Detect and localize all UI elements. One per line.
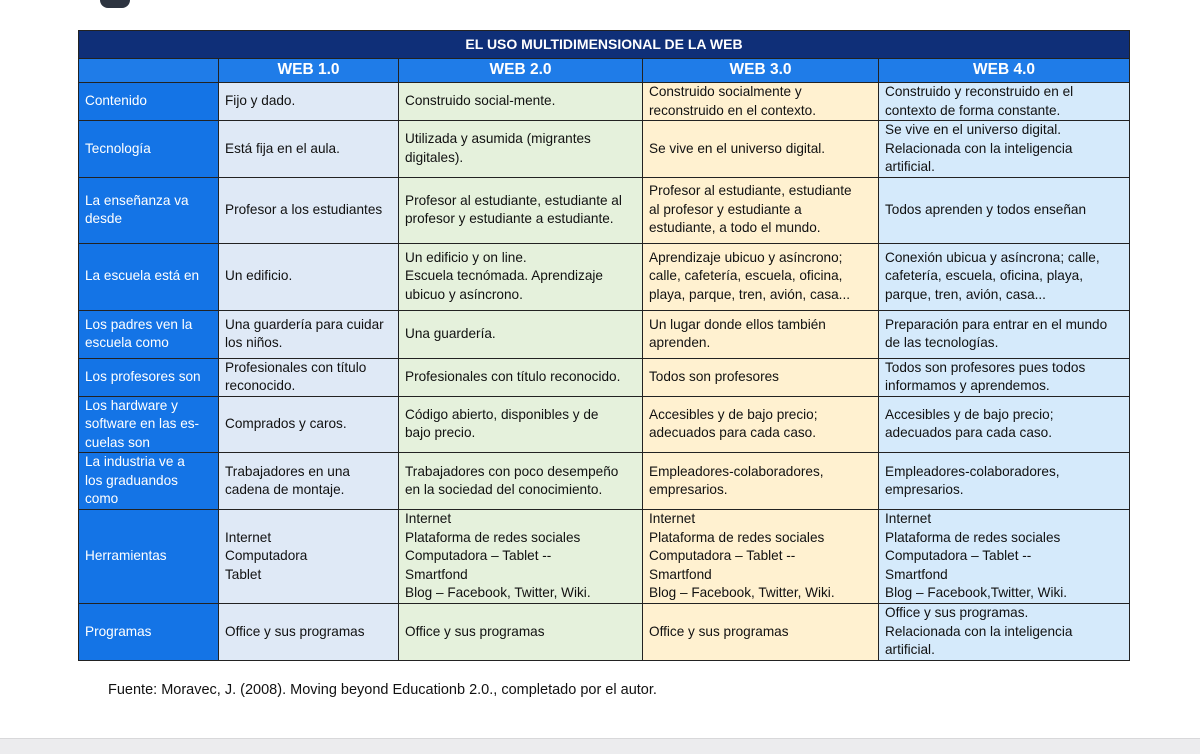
cell-line: Plataforma de redes sociales: [885, 529, 1061, 545]
cell-line: Todos son profesores pues todos: [885, 359, 1086, 375]
cell-line: Se vive en el universo digital.: [885, 122, 1062, 137]
cell-line: reconstruido en el contexto.: [649, 102, 817, 118]
table-title: EL USO MULTIDIMENSIONAL DE LA WEB: [79, 31, 1130, 59]
row-label-line: software en las es-: [85, 416, 200, 431]
cell-line: Código abierto, disponibles y de: [405, 406, 599, 422]
bottom-bar: [0, 738, 1200, 754]
cell-web-2: [399, 177, 643, 243]
cell-web-2: [399, 510, 643, 604]
header-web-3: WEB 3.0: [643, 59, 879, 83]
cell-web-1: [219, 243, 399, 310]
cell-line: Conexión ubicua y asíncrona; calle,: [885, 249, 1100, 265]
logo-fragment: [100, 0, 130, 8]
table-row: [79, 396, 1130, 453]
cell-web-4: [879, 396, 1130, 453]
cell-web-2: [399, 243, 643, 310]
cell-line: Un edificio y on line.: [405, 249, 527, 265]
cell-line: Empleadores-colaboradores,: [649, 463, 824, 479]
cell-line: Computadora – Tablet --: [405, 548, 552, 564]
cell-line: informamos y aprendemos.: [885, 378, 1050, 393]
cell-web-3: [643, 453, 879, 510]
cell-line: profesor y estudiante a estudiante.: [405, 211, 614, 226]
row-label-line: Programas: [85, 623, 152, 639]
cell-web-1: [219, 396, 399, 453]
cell-web-1: [219, 510, 399, 604]
cell-line: Plataforma de redes sociales: [649, 529, 825, 545]
row-label: [79, 358, 219, 396]
cell-line: Smartfond: [649, 566, 712, 582]
row-label: [79, 121, 219, 178]
table-row: [79, 121, 1130, 178]
cell-line: Fijo y dado.: [225, 93, 296, 109]
table-row: [79, 453, 1130, 510]
cell-line: Blog – Facebook, Twitter, Wiki.: [405, 585, 591, 601]
cell-line: Construido socialmente y: [649, 84, 802, 99]
row-label: [79, 243, 219, 310]
cell-line: Office y sus programas.: [885, 605, 1029, 621]
cell-web-4: [879, 243, 1130, 310]
web-comparison-table: [78, 30, 1130, 661]
cell-web-2: [399, 310, 643, 358]
cell-line: Una guardería.: [405, 325, 496, 341]
row-label-line: La escuela está en: [85, 268, 200, 284]
cell-line: playa, parque, tren, avión, casa...: [649, 286, 851, 302]
cell-line: Relacionada con la inteligencia: [885, 140, 1073, 156]
cell-line: Profesor al estudiante, estudiante al: [405, 192, 622, 208]
cell-line: Computadora – Tablet --: [885, 548, 1032, 564]
cell-line: Smartfond: [885, 566, 948, 582]
cell-web-2: [399, 453, 643, 510]
table-row: [79, 604, 1130, 661]
cell-web-3: [643, 396, 879, 453]
cell-web-1: [219, 358, 399, 396]
cell-line: Profesor al estudiante, estudiante: [649, 183, 852, 199]
cell-line: Todos aprenden y todos enseñan: [885, 201, 1087, 217]
cell-web-3: [643, 243, 879, 310]
cell-line: Un lugar donde ellos también: [649, 316, 826, 332]
cell-line: contexto de forma constante.: [885, 102, 1061, 118]
cell-line: artificial.: [885, 159, 935, 174]
row-label-line: escuela como: [85, 335, 169, 350]
cell-line: Construido y reconstruido en el: [885, 84, 1074, 99]
row-label-line: Herramientas: [85, 548, 167, 564]
header-empty: [79, 59, 219, 83]
table-row: [79, 510, 1130, 604]
row-label-line: como: [85, 491, 119, 507]
cell-line: los niños.: [225, 335, 283, 350]
cell-line: digitales).: [405, 149, 464, 165]
cell-line: Internet: [649, 511, 696, 527]
cell-line: Una guardería para cuidar: [225, 316, 384, 332]
cell-line: Smartfond: [405, 566, 468, 582]
cell-line: en la sociedad del conocimiento.: [405, 482, 603, 497]
cell-web-4: [879, 510, 1130, 604]
cell-line: Office y sus programas: [649, 623, 789, 639]
cell-line: Accesibles y de bajo precio;: [885, 406, 1054, 422]
cell-web-1: [219, 83, 399, 121]
cell-line: Comprados y caros.: [225, 416, 347, 431]
cell-web-4: [879, 310, 1130, 358]
cell-line: adecuados para cada caso.: [885, 425, 1053, 441]
table-row: [79, 243, 1130, 310]
cell-line: aprenden.: [649, 335, 711, 350]
cell-line: Tablet: [225, 566, 262, 582]
cell-web-2: [399, 396, 643, 453]
cell-line: calle, cafetería, escuela, oficina,: [649, 268, 843, 284]
row-label-line: los graduandos: [85, 472, 178, 488]
cell-line: Blog – Facebook, Twitter, Wiki.: [649, 585, 835, 601]
cell-line: Computadora – Tablet --: [649, 548, 796, 564]
cell-line: empresarios.: [649, 482, 728, 497]
cell-line: Profesor a los estudiantes: [225, 201, 383, 217]
cell-line: adecuados para cada caso.: [649, 425, 817, 441]
row-label-line: La industria ve a: [85, 454, 185, 470]
row-label-line: Tecnología: [85, 140, 151, 156]
cell-line: Escuela tecnómada. Aprendizaje: [405, 268, 603, 284]
table-body: [79, 83, 1130, 661]
cell-web-3: [643, 83, 879, 121]
cell-web-4: [879, 121, 1130, 178]
header-web-4: WEB 4.0: [879, 59, 1130, 83]
cell-line: artificial.: [885, 642, 935, 658]
row-label: [79, 396, 219, 453]
cell-web-2: [399, 358, 643, 396]
cell-web-1: [219, 177, 399, 243]
cell-line: Trabajadores con poco desempeño: [405, 463, 619, 479]
table-row: [79, 358, 1130, 396]
cell-line: de las tecnologías.: [885, 335, 999, 350]
cell-line: Todos son profesores: [649, 368, 779, 384]
cell-web-1: [219, 453, 399, 510]
cell-line: Internet: [405, 511, 452, 527]
cell-web-3: [643, 510, 879, 604]
table-row: [79, 177, 1130, 243]
cell-line: Utilizada y asumida (migrantes: [405, 131, 591, 147]
cell-line: reconocido.: [225, 378, 296, 393]
cell-line: Empleadores-colaboradores,: [885, 463, 1060, 479]
cell-web-4: [879, 83, 1130, 121]
cell-line: bajo precio.: [405, 425, 476, 441]
row-label-line: cuelas son: [85, 434, 150, 450]
cell-web-4: [879, 358, 1130, 396]
cell-line: Accesibles y de bajo precio;: [649, 406, 818, 422]
cell-line: al profesor y estudiante a: [649, 201, 802, 217]
row-label: [79, 453, 219, 510]
cell-line: Se vive en el universo digital.: [649, 140, 826, 156]
cell-web-4: [879, 177, 1130, 243]
cell-web-2: [399, 83, 643, 121]
cell-line: Trabajadores en una: [225, 463, 350, 479]
row-label-line: Los hardware y: [85, 397, 178, 413]
row-label-line: Los profesores son: [85, 368, 201, 384]
cell-web-1: [219, 310, 399, 358]
cell-web-1: [219, 121, 399, 178]
cell-line: cafetería, escuela, oficina, playa,: [885, 268, 1083, 284]
row-label: [79, 604, 219, 661]
cell-line: Preparación para entrar en el mundo: [885, 316, 1108, 332]
row-label: [79, 310, 219, 358]
row-label: [79, 510, 219, 604]
header-web-2: WEB 2.0: [399, 59, 643, 83]
row-label-line: desde: [85, 211, 123, 226]
cell-line: estudiante, a todo el mundo.: [649, 220, 821, 236]
row-label: [79, 177, 219, 243]
cell-web-1: [219, 604, 399, 661]
cell-web-3: [643, 358, 879, 396]
row-label-line: Los padres ven la: [85, 316, 193, 332]
row-label: [79, 83, 219, 121]
cell-line: Office y sus programas: [225, 623, 365, 639]
cell-web-3: [643, 121, 879, 178]
cell-line: ubicuo y asíncrono.: [405, 286, 523, 302]
cell-line: Internet: [885, 511, 932, 527]
cell-line: Profesionales con título reconocido.: [405, 368, 621, 384]
cell-web-2: [399, 604, 643, 661]
cell-web-4: [879, 453, 1130, 510]
cell-line: cadena de montaje.: [225, 482, 345, 497]
cell-web-3: [643, 310, 879, 358]
source-citation: Fuente: Moravec, J. (2008). Moving beyond Educationb 2.0., completado por el autor.: [108, 682, 657, 698]
cell-line: Office y sus programas: [405, 623, 545, 639]
cell-line: Construido social-mente.: [405, 93, 556, 109]
cell-line: Aprendizaje ubicuo y asíncrono;: [649, 249, 843, 265]
cell-line: Blog – Facebook,Twitter, Wiki.: [885, 585, 1068, 601]
cell-line: parque, tren, avión, casa...: [885, 286, 1046, 302]
cell-line: Profesionales con título: [225, 359, 367, 375]
row-label-line: Contenido: [85, 93, 147, 109]
cell-line: Está fija en el aula.: [225, 140, 340, 156]
table-row: [79, 83, 1130, 121]
cell-line: Un edificio.: [225, 268, 293, 284]
cell-line: Internet: [225, 529, 272, 545]
table-row: [79, 310, 1130, 358]
cell-line: Relacionada con la inteligencia: [885, 623, 1073, 639]
cell-web-3: [643, 177, 879, 243]
cell-web-2: [399, 121, 643, 178]
cell-line: empresarios.: [885, 482, 964, 497]
header-web-1: WEB 1.0: [219, 59, 399, 83]
cell-web-3: [643, 604, 879, 661]
row-label-line: La enseñanza va: [85, 192, 189, 208]
cell-web-4: [879, 604, 1130, 661]
cell-line: Plataforma de redes sociales: [405, 529, 581, 545]
cell-line: Computadora: [225, 548, 308, 564]
